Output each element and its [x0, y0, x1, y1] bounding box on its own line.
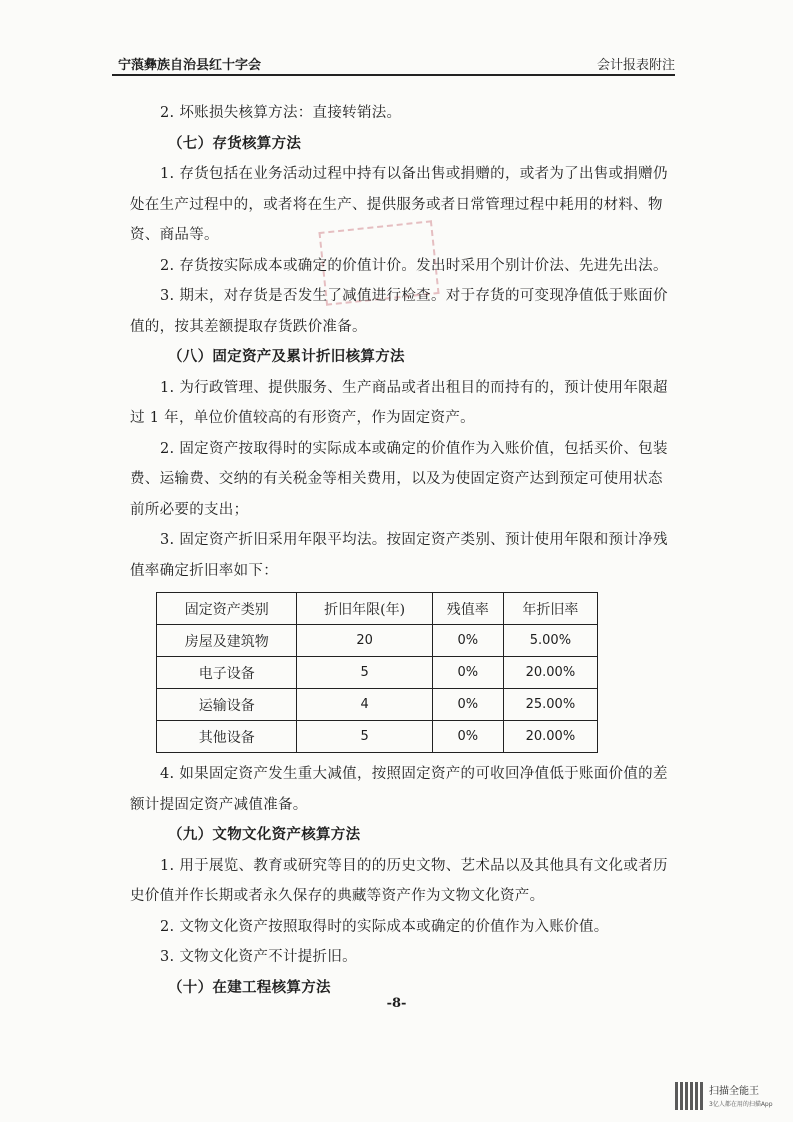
table-cell: 5 [297, 721, 432, 753]
table-header-cell: 折旧年限(年) [297, 593, 432, 625]
table-header-cell: 固定资产类别 [157, 593, 297, 625]
paragraph: 2. 文物文化资产按照取得时的实际成本或确定的价值作为入账价值。 [160, 918, 609, 935]
table-cell: 4 [297, 689, 432, 721]
table-row [157, 721, 598, 753]
document-body [130, 98, 670, 1003]
paragraph: 2. 存货按实际成本或确定的价值计价。发出时采用个别计价法、先进先出法。 [160, 257, 668, 274]
scan-badge-subtitle: 3亿人都在用的扫描App [709, 1101, 773, 1108]
page-number: -8- [386, 996, 407, 1011]
paragraph: 3. 固定资产折旧采用年限平均法。按固定资产类别、预计使用年限和预计净残值率确定折旧率如下： [130, 532, 668, 579]
table-cell: 其他设备 [157, 721, 297, 753]
table-cell: 20.00% [503, 657, 597, 689]
paragraph: 3. 期末，对存货是否发生了减值进行检查。对于存货的可变现净值低于账面价值的，按其差额提取存货跌价准备。 [130, 288, 668, 335]
table-cell: 房屋及建筑物 [157, 625, 297, 657]
table-cell: 25.00% [503, 689, 597, 721]
paragraph: 2. 坏账损失核算方法：直接转销法。 [160, 105, 402, 121]
table-cell: 20.00% [503, 721, 597, 753]
table-cell: 0% [432, 721, 503, 753]
table-cell: 0% [432, 689, 503, 721]
paragraph: 4. 如果固定资产发生重大减值，按照固定资产的可收回净值低于账面价值的差额计提固定资产减值准备。 [130, 766, 668, 813]
table-cell: 电子设备 [157, 657, 297, 689]
section-heading: （八）固定资产及累计折旧核算方法 [168, 348, 405, 365]
header-rule [112, 74, 675, 76]
paragraph: 2. 固定资产按取得时的实际成本或确定的价值作为入账价值，包括买价、包装费、运输费、交纳的有关税金等相关费用，以及为使固定资产达到预定可使用状态前所必要的支出； [130, 440, 668, 518]
table-cell: 运输设备 [157, 689, 297, 721]
scan-badge [675, 1080, 785, 1114]
table-row [157, 689, 598, 721]
table-cell: 0% [432, 657, 503, 689]
header-doc-title: 会计报表附注 [596, 58, 675, 73]
header-org: 宁蒗彝族自治县红十字会 [118, 58, 262, 73]
section-heading: （十）在建工程核算方法 [168, 978, 331, 996]
table-cell: 0% [432, 625, 503, 657]
paragraph: 1. 用于展览、教育或研究等目的的历史文物、艺术品以及其他具有文化或者历史价值并作长期或者永久保存的典藏等资产作为文物文化资产。 [130, 857, 668, 904]
page-header [118, 50, 675, 76]
scan-badge-title: 扫描全能王 [709, 1086, 759, 1097]
table-header-cell: 残值率 [432, 593, 503, 625]
paragraph: 1. 为行政管理、提供服务、生产商品或者出租目的而持有的，预计使用年限超过 1 年，单位价值较高的有形资产，作为固定资产。 [130, 379, 668, 426]
table-cell: 20 [297, 625, 432, 657]
table-cell: 5 [297, 657, 432, 689]
table-body [157, 625, 598, 753]
paragraph: 3. 文物文化资产不计提折旧。 [160, 949, 357, 965]
table-row [157, 657, 598, 689]
paragraph: 1. 存货包括在业务活动过程中持有以备出售或捐赠的，或者为了出售或捐赠仍处在生产过程中的，或者将在生产、提供服务或者日常管理过程中耗用的材料、物资、商品等。 [130, 166, 668, 243]
table-header-cell: 年折旧率 [503, 593, 597, 625]
paragraphs-top [130, 98, 670, 586]
table-cell: 5.00% [503, 625, 597, 657]
table-row [157, 625, 598, 657]
table-header-row [157, 593, 598, 625]
qr-code-icon [675, 1082, 703, 1110]
section-heading: （七）存货核算方法 [168, 134, 302, 152]
paragraphs-bottom [130, 759, 670, 1003]
depreciation-table [156, 592, 598, 753]
section-heading: （九）文物文化资产核算方法 [168, 826, 361, 843]
